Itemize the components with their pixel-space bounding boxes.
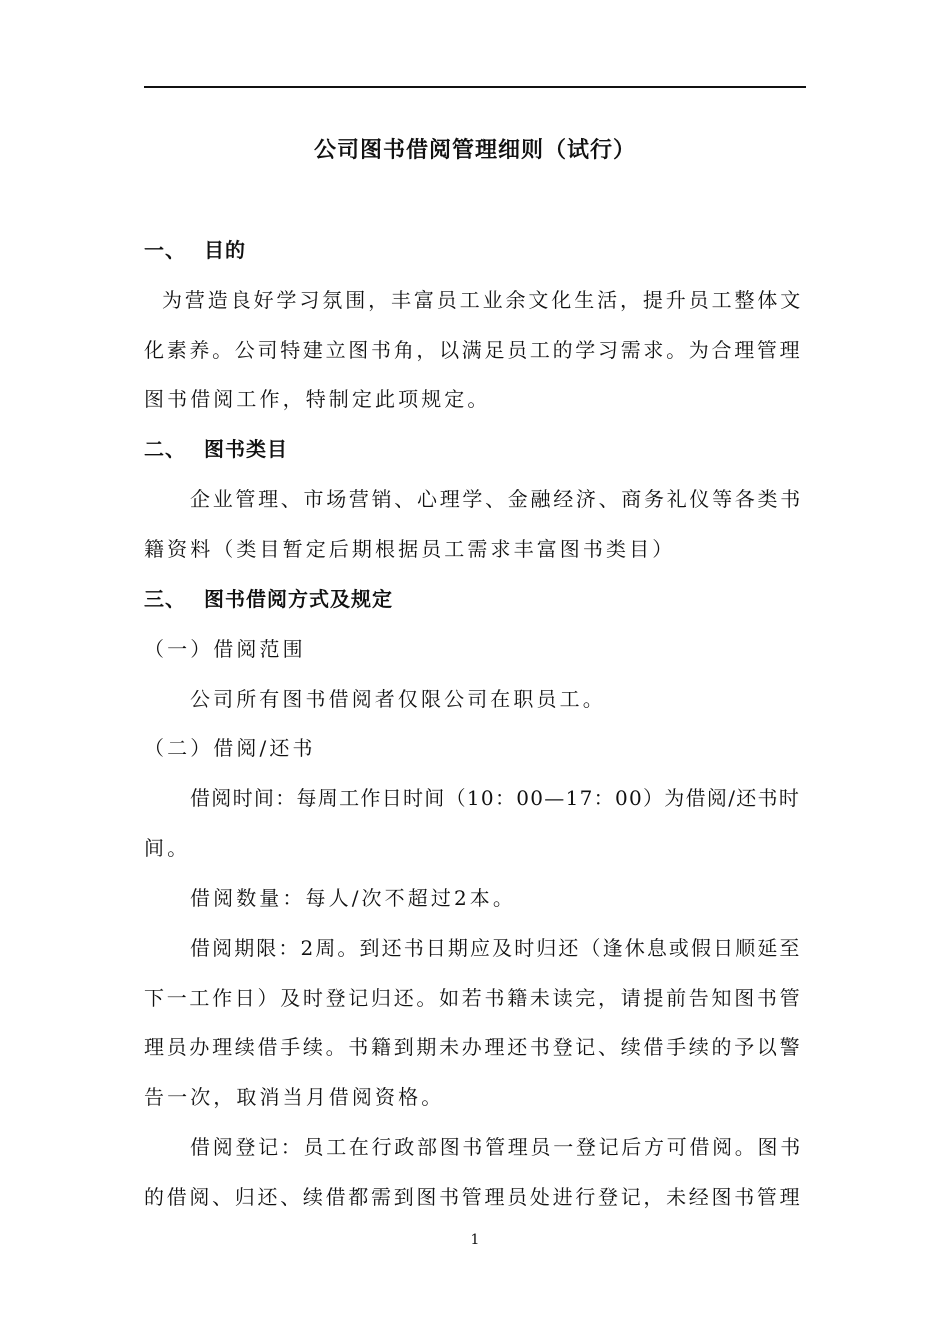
section-heading-borrowing — [144, 585, 393, 613]
section-title: 图书借阅方式及规定 — [204, 587, 393, 611]
paragraph-line: 告一次，取消当月借阅资格。 — [144, 1085, 445, 1109]
section-number: 三、 — [144, 587, 186, 611]
section-title: 图书类目 — [204, 437, 288, 461]
section-title: 目的 — [204, 238, 246, 262]
header-rule — [144, 86, 806, 88]
paragraph-line: 理员办理续借手续。书籍到期未办理还书登记、续借手续的予以警 — [144, 1035, 803, 1059]
paragraph-line: 间。 — [144, 836, 191, 860]
section-number: 一、 — [144, 238, 186, 262]
paragraph-line: 借阅数量：每人/次不超过2本。 — [190, 886, 516, 910]
section-heading-purpose — [144, 236, 246, 264]
page-number: 1 — [470, 1232, 480, 1248]
paragraph-line: 公司所有图书借阅者仅限公司在职员工。 — [190, 687, 606, 711]
paragraph-line: 借阅登记：员工在行政部图书管理员一登记后方可借阅。图书 — [190, 1135, 803, 1159]
subsection-label: （一）借阅范围 — [144, 637, 306, 661]
page-title: 公司图书借阅管理细则（试行） — [313, 138, 636, 163]
paragraph-line: 为营造良好学习氛围，丰富员工业余文化生活，提升员工整体文 — [162, 288, 804, 312]
subsection-label: （二）借阅/还书 — [144, 736, 316, 760]
paragraph-line: 企业管理、市场营销、心理学、金融经济、商务礼仪等各类书 — [190, 487, 803, 511]
section-heading-categories — [144, 435, 288, 463]
paragraph-line: 借阅期限：2周。到还书日期应及时归还（逢休息或假日顺延至 — [190, 936, 802, 960]
paragraph-line: 的借阅、归还、续借都需到图书管理员处进行登记，未经图书管理 — [144, 1185, 803, 1209]
section-number: 二、 — [144, 437, 186, 461]
paragraph-line: 籍资料（类目暂定后期根据员工需求丰富图书类目） — [144, 537, 676, 561]
paragraph-line: 化素养。公司特建立图书角，以满足员工的学习需求。为合理管理 — [144, 338, 803, 362]
paragraph-line: 图书借阅工作，特制定此项规定。 — [144, 387, 491, 411]
paragraph-line: 下一工作日）及时登记归还。如若书籍未读完，请提前告知图书管 — [144, 986, 803, 1010]
paragraph-line: 借阅时间：每周工作日时间（10：00—17：00）为借阅/还书时 — [190, 786, 801, 810]
